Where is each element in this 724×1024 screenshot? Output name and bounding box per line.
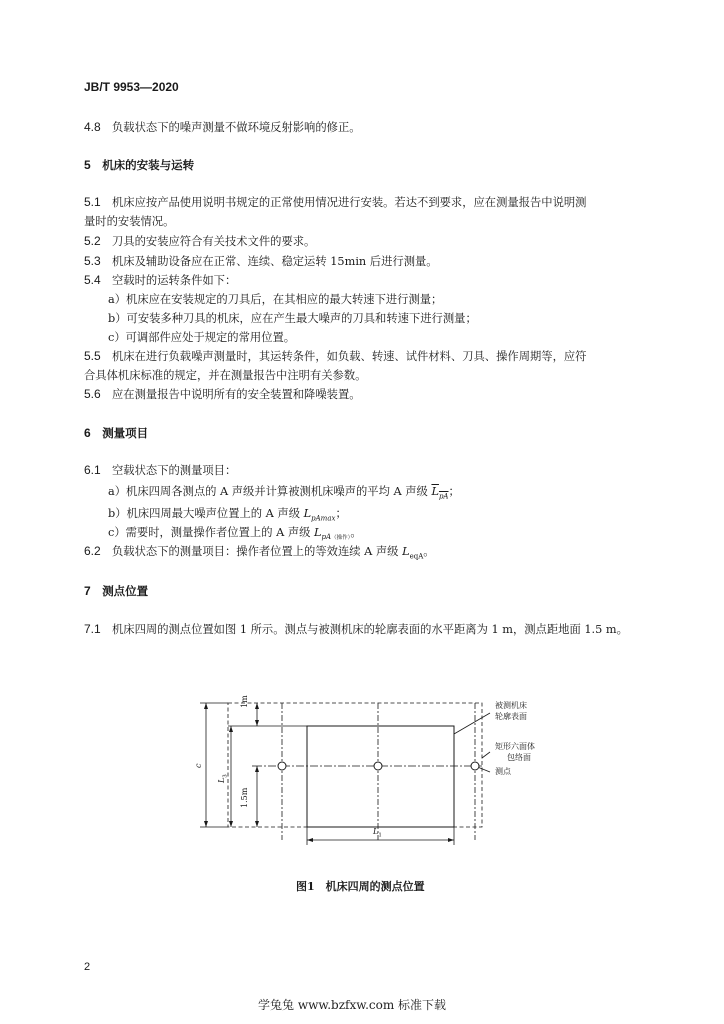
item-text: c）需要时，测量操作者位置上的 A 声级	[108, 526, 315, 539]
arrow	[307, 838, 313, 842]
dimension-label-1m: 1m	[240, 695, 249, 708]
clause-number: 6.1	[84, 463, 101, 477]
clause-text: 机床应按产品使用说明书规定的正常使用情况进行安装。若达不到要求，应在测量报告中说明测	[112, 196, 587, 209]
clause-number: 6.2	[84, 544, 101, 558]
arrow	[255, 720, 259, 726]
clause-number: 5.5	[84, 349, 101, 363]
symbol-subscript: eqA	[409, 552, 424, 561]
clause-number: 5.6	[84, 387, 101, 401]
clause-number: 5.3	[84, 254, 101, 268]
page-number: 2	[84, 961, 91, 973]
symbol-subscript-note: （操作）	[331, 535, 351, 542]
section-number: 6	[84, 426, 91, 440]
arrow	[204, 821, 208, 827]
document-id: JB/T 9953—2020	[84, 80, 179, 94]
footer-watermark: 学兔兔 www.bzfxw.com 标准下载	[258, 998, 447, 1012]
label-envelope-line1: 矩形六面体	[495, 742, 535, 751]
clause-text: 负载状态下的测量项目：操作者位置上的等效连续 A 声级	[112, 545, 403, 558]
dimension-label-1-5m: 1.5m	[240, 787, 249, 808]
clause-text: 刀具的安装应符合有关技术文件的要求。	[112, 235, 316, 248]
dimension-symbol: L	[373, 827, 379, 836]
dimension-label-c: c	[194, 763, 203, 768]
envelope-rectangle	[228, 703, 482, 827]
clause-number: 5.1	[84, 195, 101, 209]
clause-text: 负载状态下的噪声测量不做环境反射影响的修正。	[112, 121, 361, 134]
symbol-subscript: pAmax	[311, 514, 336, 523]
arrow	[204, 703, 208, 709]
dimension-subscript: 3	[222, 774, 229, 778]
list-item: c）可调部件应处于规定的常用位置。	[108, 331, 296, 344]
machine-outline	[307, 726, 454, 827]
item-end: ；	[335, 507, 347, 520]
clause-text: 机床在进行负载噪声测量时，其运转条件，如负载、转速、试件材料、刀具、操作周期等，应符	[112, 350, 587, 363]
measurement-point-center	[374, 762, 382, 770]
symbol-subscript: pA	[321, 533, 332, 542]
clause-5-1-continued: 量时的安装情况。	[84, 215, 175, 228]
measurement-point-right	[471, 762, 479, 770]
symbol-subscript: pA	[438, 492, 449, 501]
item-end: 。	[350, 526, 362, 539]
item-text: a）机床四周各测点的 A 声级并计算被测机床噪声的平均 A 声级	[108, 485, 432, 498]
item-text: b）机床四周最大噪声位置上的 A 声级	[108, 507, 304, 520]
section-title: 测点位置	[102, 584, 149, 598]
symbol-l: L	[303, 507, 312, 520]
list-item: b）可安装多种刀具的机床，应在产生最大噪声的刀具和转速下进行测量；	[108, 312, 477, 325]
arrow	[255, 821, 259, 827]
arrow	[229, 726, 233, 732]
section-title: 测量项目	[102, 426, 149, 440]
list-item: a）机床应在安装规定的刀具后，在其相应的最大转速下进行测量；	[108, 293, 443, 306]
label-machine-line2: 轮廓表面	[495, 712, 527, 721]
clause-text: 机床四周的测点位置如图 1 所示。测点与被测机床的轮廓表面的水平距离为 1 m，测点距地面 1.5 m。	[112, 623, 628, 636]
dimension-label-l3	[217, 774, 229, 783]
clause-number: 4.8	[84, 120, 101, 134]
measurement-point-left	[278, 762, 286, 770]
arrow	[448, 838, 454, 842]
symbol-l: L	[402, 545, 410, 558]
clause-text: 应在测量报告中说明所有的安全装置和降噪装置。	[112, 388, 361, 401]
label-measurement-point: 测点	[495, 767, 511, 776]
arrow	[255, 703, 259, 709]
clause-number: 5.4	[84, 273, 101, 287]
symbol-l: L	[314, 526, 322, 539]
clause-text: 空载时的运转条件如下：	[112, 274, 237, 287]
clause-text: 空载状态下的测量项目：	[112, 464, 237, 477]
arrow	[255, 766, 259, 772]
clause-end: 。	[423, 545, 435, 558]
item-end: ；	[448, 485, 460, 498]
section-number: 7	[84, 584, 91, 598]
clause-text: 机床及辅助设备应在正常、连续、稳定运转 15min 后进行测量。	[112, 255, 438, 268]
leader-line	[482, 752, 490, 758]
leader-line	[454, 713, 490, 734]
label-machine-line1: 被测机床	[495, 701, 527, 710]
figure-caption: 图1 机床四周的测点位置	[296, 880, 425, 893]
arrow	[229, 821, 233, 827]
clause-number: 5.2	[84, 234, 101, 248]
symbol-l: L	[431, 485, 439, 498]
dimension-subscript: 1	[378, 832, 382, 839]
clause-number: 7.1	[84, 622, 101, 636]
section-number: 5	[84, 158, 91, 172]
dimension-label-l1	[373, 827, 382, 839]
section-title: 机床的安装与运转	[102, 158, 195, 172]
dimension-symbol: L	[217, 777, 226, 783]
clause-5-5-continued: 合具体机床标准的规定，并在测量报告中注明有关参数。	[84, 369, 367, 382]
label-envelope-line2: 包络面	[507, 753, 531, 762]
